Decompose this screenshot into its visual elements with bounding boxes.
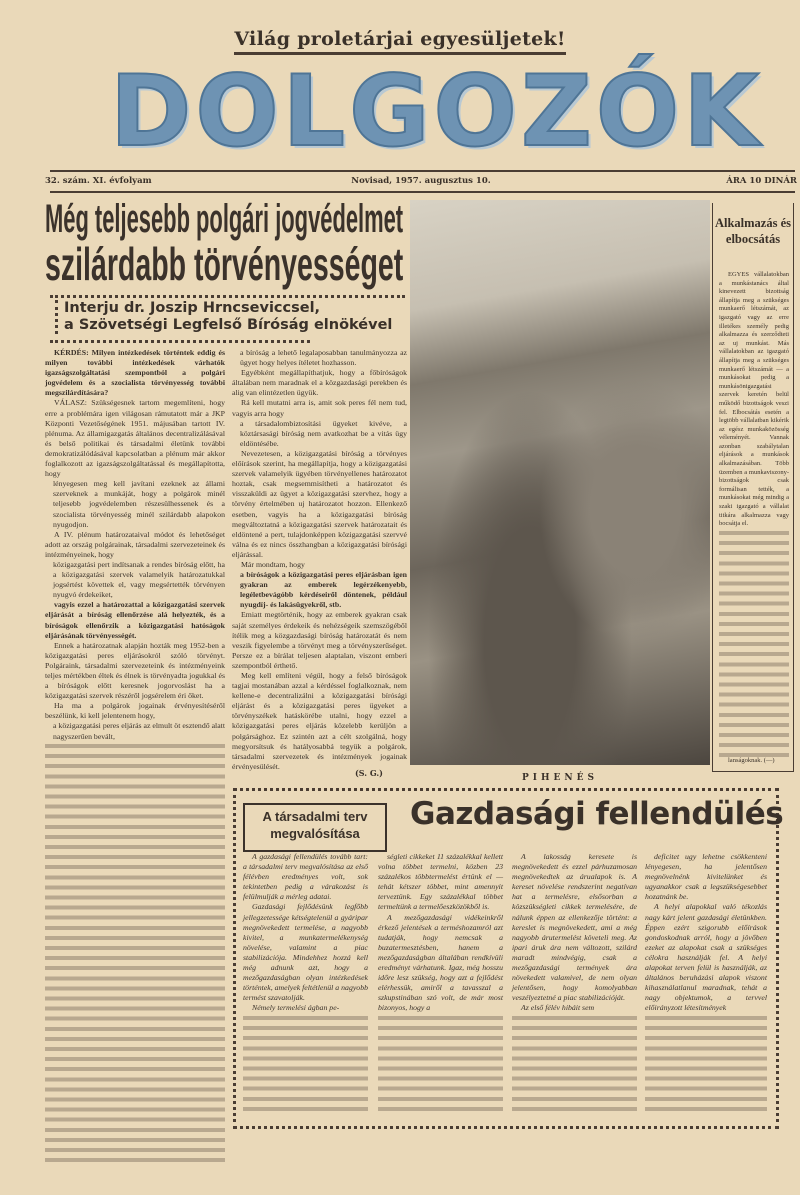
divider (50, 191, 795, 193)
dateline (45, 176, 797, 186)
photo-resting-people (410, 200, 710, 765)
paragraph: Nevezetesen, a közigazgatási bíróság a törvényes előírások szerint, ha megállapítja, hogy a közigazgatási szervek valamelyik ügyében törvényellenes határozatot hoztak, csak megsemmisítheti a határozatot és visszaküldi az ügyet a közigazgatási szervhez, hogy a törvény értelmében uj határozatot hozzon. Ellenkező esetben, vagyis ha a közigazgatási bíróság megváltoztatná a közigazgatási szervek határozatait és eldöntené a pert, tulajdonképpen közigazgatási szervvé válna és ez nincs összhangban a közigazgatási bírósági eljárással. (232, 448, 407, 559)
paragraph: deficitet ugy lehetne csökkenteni lényegesen, ha jelentősen megnövelnénk kivitelünket és ugyanakkor csak a legszükségesebbet hozatnánk be. (645, 852, 767, 902)
author-signature: (S. G.) (355, 768, 383, 778)
paragraph: a közigazgatási peres eljárás az elmult öt esztendő alatt nagyszerűen bevált, (53, 721, 225, 741)
section-label (243, 803, 387, 852)
paragraph: Ha ma a polgárok jogainak érvényesítéséről beszélünk, ki kell jelentenem hogy, (45, 701, 225, 721)
subhead-line-1: Interju dr. Joszip Hrncseviccsel, (64, 300, 321, 316)
text-continuation (378, 1016, 503, 1118)
paragraph: vagyis ezzel a határozattal a közigazgatási szervek eljárását a bíróság ellenőrzése alá helyezték, és a bíróságok ellenőrzik a közigazgatási hatóságok eljárásának törvényességét. (45, 600, 225, 640)
paragraph: EGYES vállalatokban a munkástanács által kinevezett bizottság állapítja meg a szükséges munkaerő létszámát, az igazgató vagy az erre illetékes személy pedig alkalmazza és szerződteti az uj munkást. Más vállalatokban az igazgató állapítja meg a szükséges munkaerő létszámát — a munkásokat pedig a munkásönigazgatási szervek keretén belül működő bizottságok veszi fel. Elbocsátás esetén a legtöbb vállalatban kikérik az egész munkaközösség véleményét. Vannak azonban szabálytalan eljárások a munkások alkalmazásában. Több üzemben a munkaviszony-bizottságok csak formálisan tették, a munkásokat még mindig a szaki igazgató a vállalat titkára alkalmazza vagy bocsátja el. (719, 271, 789, 528)
economy-headline: Gazdasági fellendülés (410, 796, 784, 832)
paragraph: A lakosság keresete is megnövekedett és ezzel párhuzamosan megnövekedtek az árualapok is. A kereset növelése rendszerint negatívan hat a termelésre, elsősorban a közszükségleti cikkek termelésére, de nálunk éppen az ellenkezője történt: a kereslet is megnövekedett, ami a még nagyobb árutermelést követeli meg. Az ipari áruk ára nem változott, szilárd maradt mindvégig, csak a mezőgazdasági termények ára növekedett valamivel, de nem olyan jelentősen, hogy komolyabban veszélyeztetné a piac stabilizációját. (512, 852, 637, 1003)
economy-column-2 (378, 852, 503, 1117)
text-continuation (719, 531, 789, 758)
paragraph: Már mondtam, hogy (241, 559, 305, 569)
paragraph: Emiatt megtörténik, hogy az emberek gyakran csak saját személyes érdekeik és nehézségeik szemszögéből ítélik meg a közgazdasági bíróság határozatát és nem veszik figyelembe a törvényt meg a törvényszerűséget. Persze ez a bírálat teljesen alaptalan, viszont emberi szempontból érthető. (232, 610, 407, 670)
question: KÉRDÉS: Milyen intézkedések történtek eddig és milyen további intézkedések várhatók igazságszolgáltatási szempontból a polgári jogvédelem és a szocialista törvényesség további megszilárdítására? (45, 348, 225, 398)
economy-column-4 (645, 852, 767, 1117)
divider (50, 170, 795, 172)
paragraph: Némely termelési ágban pe- (252, 1003, 340, 1013)
text-continuation (243, 1016, 368, 1118)
motto: Világ proletárjai egyesüljetek! (0, 28, 800, 50)
sidebar-article (712, 203, 794, 772)
lead-column-1 (45, 348, 225, 1168)
paragraph: a bíróság a lehető legalaposabban tanulmányozza az ügyet hogy helyes ítéletet hozhasson. (240, 348, 407, 368)
paragraph: A mezőgazdasági vidékeinkről érkező jelentések a terméshozamról azt tudatják, hogy nemcsak a buzatermesztésben, hanem a mezőgazdaságban általában rendkívüli eredményt várhatunk. Igaz, még hosszu időre lesz szükség, hogy azt a fejlődést elérhessük, amiről a tavasszal a szkupstinában szó volt, de már most bizonyos, hogy a (378, 912, 503, 1013)
price: ÁRA 10 DINÁR (726, 176, 797, 186)
text-continuation (645, 1016, 767, 1118)
headline-line-2: szilárdabb törvényességet (45, 238, 404, 290)
paragraph: Gazdasági fejlődésünk legfőbb jellegzetessége kétségtelenül a gyáripar megnövekedett termelése, a nagyobb kivitel, a munkatermelékenység növelése, valamint a piac stabilizációja. Mindehhez hozzá kell még adnunk azt, hogy a mezőgazdaságban olyan intézkedések történtek, amelyek feltétlenül a nagyobb termést szavatolják. (243, 902, 368, 1003)
dotted-divider (50, 340, 310, 343)
paragraph: A IV. plénum határozataival módot és lehetőséget adott az ország polgárainak, társadalmi szervezeteinek és intézményeinek, hogy (45, 529, 225, 559)
headline-line-1: Még teljesebb polgári jogvédelmet (45, 197, 404, 241)
lead-headline (45, 197, 405, 290)
section-label-line-1: A társadalmi terv (262, 809, 368, 824)
lead-column-2 (232, 348, 407, 771)
paragraph: Rá kell mutatni arra is, amit sok peres fél nem tud, vagyis arra hogy (232, 398, 407, 418)
paragraph: A gazdasági fellendülés tovább tart: a társadalmi terv megvalósítása az első félévben eredményes volt, sok tekintetben pedig a várakozást is felülmulják a mérleg adatai. (243, 852, 368, 902)
paragraph: lényegesen meg kell javítani ezeknek az állami szerveknek a munkáját, hogy a polgárok minél teljesebb jogvédelemben részesülhessenek és a szocialista törvényesség minél szilárdabb alapokon nyugodjon. (53, 479, 225, 529)
place-date: Novisad, 1957. augusztus 10. (351, 176, 491, 186)
dotted-divider (50, 295, 405, 298)
paragraph: Meg kell említeni végül, hogy a felső bíróságok tagjai mostanában azzal a kérdéssel foglalkoznak, nem kellene-e decentralizálni a közigazgatási bírósági eljárást és a közigazgatási peres ügyeket a törvényszékek hatáskörébe utalni, hogy ezzel a közigazgatási peres eljárás közelebb kerüljön a polgársághoz. Ez szintén azt a célt szolgálná, hogy megyorsítsuk és hatályosabbá tegyük a polgárok, társadalmi szervezetek és intézmények jogainak érvényesülését. (232, 671, 407, 771)
text-continuation (512, 1016, 637, 1118)
economy-column-3 (512, 852, 637, 1117)
newspaper-title-logo: DOLGOZÓK (110, 55, 764, 169)
paragraph: VÁLASZ: Szükségesnek tartom megemlíteni, hogy erre a problémára igen világosan rámutatott már a JKP Központi Vezetőségének 1951. májusában tartott IV. plénuma. Az államigazgatás általános decentralizálásával és belső politikai és társadalmi életünk további demokratizálódásával kapcsolatban a plénum már akkor foglalkozott az igazságszolgáltatással és megállapította, hogy (45, 398, 225, 479)
paragraph: a társadalombiztosítási ügyeket kivéve, a köztársasági bíróság nem avatkozhat be a vitás ügy eldöntésébe. (240, 418, 407, 448)
section-label-line-2: megvalósítása (270, 826, 360, 841)
paragraph: közigazgatási pert indítsanak a rendes bíróság előtt, ha a közigazgatási szervek valamelyik határozatukkal jogsértést követtek el, vagy megsértették törvényen nyugvó érdekeiket, (53, 559, 225, 600)
paragraph: a bíróságok a közigazgatási peres eljárásban igen gyakran az emberek legérzékenyebb, legéletbevágóbb kérdéseiről döntenek, például nyugdíj- és lakásügyekről, stb. (240, 570, 407, 610)
photo-caption: PIHENÉS (522, 773, 598, 783)
paragraph: Az első félév hibáit sem (521, 1003, 595, 1013)
sidebar-text (719, 271, 789, 766)
text-continuation (45, 744, 225, 1168)
paragraph: A helyi alapokkal való tékozlás nagy kárt jelent gazdasági életünkben. Éppen ezért szigorubb előírások gondoskodnak arról, hogy a jövőben ezeket az alapokat csak a szükséges célokra használják fel. A helyi alapokat terven felül is használják, az általános beruházási alapok viszont kihasználatlanul maradnak, tehát a nagy objektumok, a tervvel előirányzott létesítmények (645, 902, 767, 1013)
sidebar-title: Alkalmazás és elbocsátás (714, 216, 792, 246)
paragraph: Ennek a határozatnak alapján hozták meg 1952-ben a közigazgatási peres eljárásokról szóló törvényt. Polgáraink, társadalmi szervezeteink és intézményeink teljes mértékben éltek és élnek is törvényadta jogukkal és a bíróságok előtt keresnek jogorvoslást ha a közigazgatási szervek részéről jogsérelem éri őket. (45, 640, 225, 701)
paragraph: ségleti cikkeket 11 százalékkal kellett volna többet termelni, közben 23 százalékos többtermelést értünk el — tehát kétszer többet, mint amennyit terveztünk. Egy százalékkal többet termeltünk a termelőeszközökből is. (378, 852, 503, 912)
interview-subhead (55, 300, 409, 334)
issue-number: 32. szám. XI. évfolyam (45, 176, 152, 186)
paragraph: lanságoknak. (—) (728, 757, 775, 765)
economy-column-1 (243, 852, 368, 1117)
paragraph: Egyébként megállapíthatjuk, hogy a főbíróságok általában nem maradnak el a közgazdasági perekben és alig van elintézetlen ügyük. (232, 368, 407, 398)
subhead-line-2: a Szövetségi Legfelső Bíróság elnökével (64, 317, 393, 333)
